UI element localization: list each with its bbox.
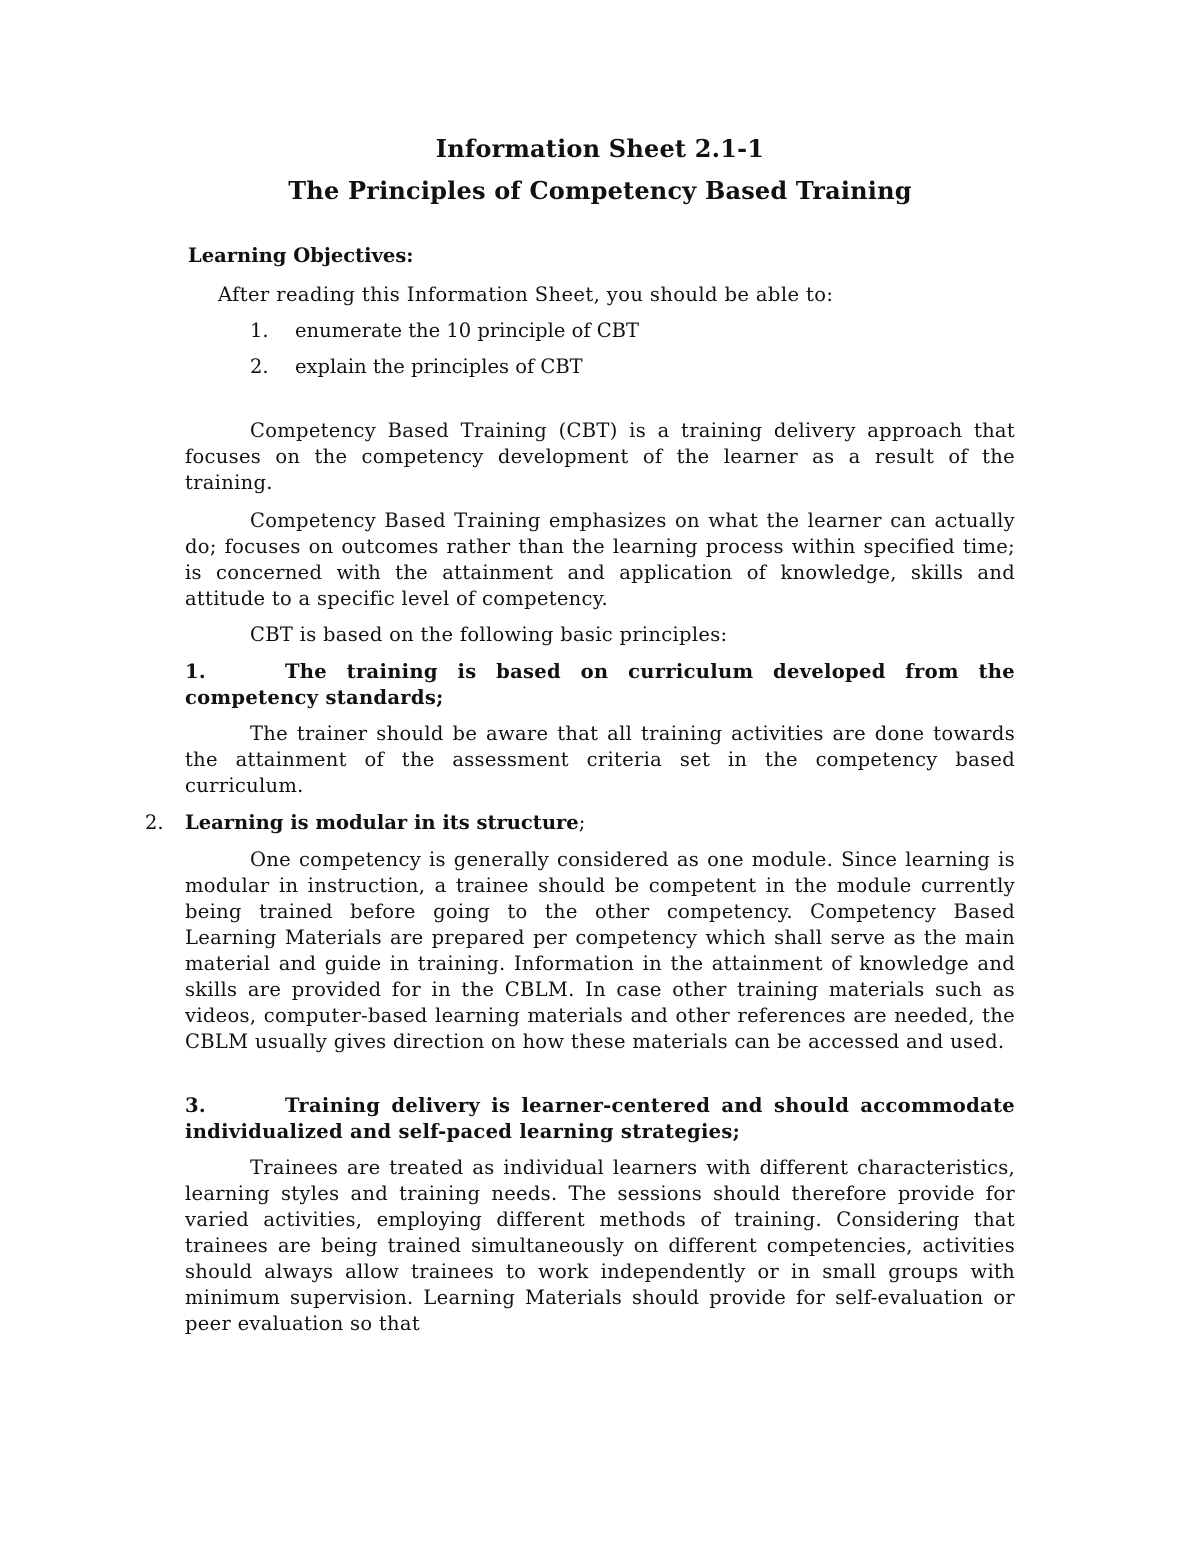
principle-number: 1. [185,660,206,683]
intro-paragraph: Competency Based Training emphasizes on what the learner can actually do; focuses on outcomes rather than the learning process within specified time; is concerned with the attainment and application of knowledge, skills and attitude to a specific level of competency. [185,509,1015,610]
objective-text: explain the principles of CBT [295,355,583,378]
objective-item [250,354,583,380]
principle-body: One competency is generally considered as one module. Since learning is modular in instruction, a trainee should be competent in the module currently being trained before going to the other competency. Competency Based Learning Materials are prepared per competency which shall serve as the main material and guide in training. Information in the attainment of knowledge and skills are provided for in the CBLM. In case other training materials such as videos, computer-based learning materials and other references are needed, the CBLM usually gives direction on how these materials can be accessed and used. [185,848,1015,1053]
principle-heading [185,1093,1015,1145]
intro-paragraph: CBT is based on the following basic principles: [250,623,728,646]
principle-heading [145,810,585,836]
objectives-intro: After reading this Information Sheet, you should be able to: [218,283,834,306]
objective-text: enumerate the 10 principle of CBT [295,319,639,342]
principle-heading-text: Training delivery is learner-centered and should accommodate individualized and self-paced learning strategies; [185,1094,1015,1143]
principle-heading [185,659,1015,711]
objective-number: 2. [250,355,269,378]
objective-item [250,318,639,344]
principle-heading-suffix: ; [578,811,586,834]
objectives-heading: Learning Objectives: [188,244,414,267]
intro-paragraph: Competency Based Training (CBT) is a training delivery approach that focuses on the competency development of the learner as a result of the training. [185,419,1015,494]
principle-number: 3. [185,1094,206,1117]
objective-number: 1. [250,319,269,342]
principle-body: The trainer should be aware that all training activities are done towards the attainment of the assessment criteria set in the competency based curriculum. [185,722,1015,797]
page-subtitle: The Principles of Competency Based Training [288,176,912,205]
principle-body: Trainees are treated as individual learners with different characteristics, learning styles and training needs. The sessions should therefore provide for varied activities, employing different methods of training. Considering that trainees are being trained simultaneously on different competencies, activities should always allow trainees to work independently or in small groups with minimum supervision. Learning Materials should provide for self-evaluation or peer evaluation so that [185,1156,1015,1335]
principle-number: 2. [145,811,164,834]
principle-heading-text: Learning is modular in its structure [185,811,579,834]
principle-heading-text: The training is based on curriculum developed from the competency standards; [185,660,1015,709]
page-title: Information Sheet 2.1-1 [435,134,765,163]
